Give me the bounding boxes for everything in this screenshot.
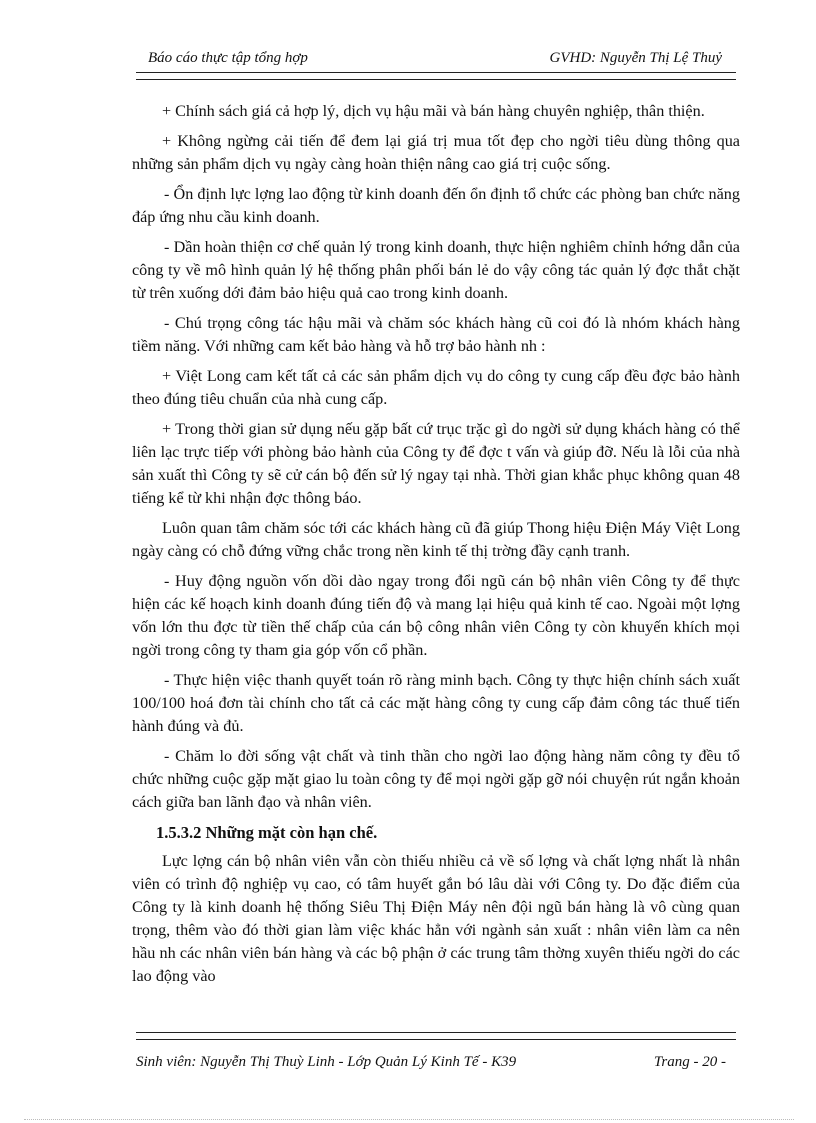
paragraph: Luôn quan tâm chăm sóc tới các khách hàng cũ đã giúp Thong hiệu Điện Máy Việt Long ngày càng có chỗ đứng vững chắc trong nền kinh tế thị trờng đầy cạnh tranh. [132,519,740,560]
section-heading: 1.5.3.2 Những mặt còn hạn chế. [156,823,378,842]
paragraph: - Dần hoàn thiện cơ chế quản lý trong kinh doanh, thực hiện nghiêm chỉnh hớng dẫn của công ty về mô hình quản lý hệ thống phân phối bán lẻ do vậy công tác quản lý đợc thắt chặt từ trên xuống dới đảm bảo hiệu quả cao trong kinh doanh. [132,238,740,302]
footer-student-info: Sinh viên: Nguyễn Thị Thuỳ Linh - Lớp Quản Lý Kinh Tế - K39 [136,1054,517,1070]
paragraph: + Việt Long cam kết tất cả các sản phẩm dịch vụ do công ty cung cấp đều đợc bảo hành theo đúng tiêu chuẩn của nhà cung cấp. [132,367,740,408]
header-supervisor: GVHD: Nguyễn Thị Lệ Thuỷ [549,50,722,66]
paragraph: - Thực hiện việc thanh quyết toán rõ ràng minh bạch. Công ty thực hiện chính sách xuất 100/100 hoá đơn tài chính cho tất cả các mặt hàng công ty cung cấp đảm công tác thuế tiến hành đúng và đủ. [132,671,740,735]
paragraph: + Chính sách giá cả hợp lý, dịch vụ hậu mãi và bán hàng chuyên nghiệp, thân thiện. [162,102,705,120]
header-double-rule [136,72,736,80]
document-body [132,100,740,995]
page-edge-divider [24,1119,794,1120]
paragraph: + Không ngừng cải tiến để đem lại giá trị mua tốt đẹp cho ngời tiêu dùng thông qua những sản phẩm dịch vụ ngày càng hoàn thiện nâng cao giá trị cuộc sống. [132,132,740,173]
paragraph: Lực lợng cán bộ nhân viên vẫn còn thiếu nhiều cả về số lợng và chất lợng nhất là nhân viên có trình độ nghiệp vụ cao, có tâm huyết gắn bó lâu dài với Công ty. Do đặc điểm của Công ty là kinh doanh hệ thống Siêu Thị Điện Máy nên đội ngũ bán hàng là vô cùng quan trọng, thêm vào đó thời gian làm việc khác hẳn với ngành sản xuất : nhân viên làm ca nên hầu nh các nhân viên bán hàng và các bộ phận ở các trung tâm thờng xuyên thiếu ngời do các lao động vào [132,852,740,985]
paragraph: - Ổn định lực lợng lao động từ kinh doanh đến ổn định tổ chức các phòng ban chức năng đáp ứng nhu cầu kinh doanh. [132,185,740,226]
page-number: Trang - 20 - [653,1054,726,1070]
paragraph: - Chú trọng công tác hậu mãi và chăm sóc khách hàng cũ coi đó là nhóm khách hàng tiềm năng. Với những cam kết bảo hàng và hỗ trợ bảo hành nh : [132,314,740,355]
header-report-title: Báo cáo thực tập tổng hợp [148,50,308,66]
paragraph: - Huy động nguồn vốn dồi dào ngay trong đổi ngũ cán bộ nhân viên Công ty để thực hiện các kế hoạch kinh doanh đúng tiến độ và mang lại hiệu quả kinh tế cao. Ngoài một lợng vốn lớn thu đợc từ tiền thế chấp của cán bộ công nhân viên Công ty còn khuyến khích mọi ngời trong công ty tham gia góp vốn cổ phần. [132,572,740,659]
paragraph: - Chăm lo đời sống vật chất và tinh thần cho ngời lao động hàng năm công ty đều tổ chức những cuộc gặp mặt giao lu toàn công ty để mọi ngời gặp gỡ nói chuyện rút ngắn khoản cách giữa ban lãnh đạo và nhân viên. [132,747,740,811]
paragraph: + Trong thời gian sử dụng nếu gặp bất cứ trục trặc gì do ngời sử dụng khách hàng có thể liên lạc trực tiếp với phòng bảo hành của Công ty để đợc t vấn và giúp đỡ. Nếu là lỗi của nhà sản xuất thì Công ty sẽ cử cán bộ đến sử lý ngay tại nhà. Thời gian khắc phục không quan 48 tiếng kể từ khi nhận đợc thông báo. [132,420,740,507]
footer-double-rule [136,1032,736,1040]
